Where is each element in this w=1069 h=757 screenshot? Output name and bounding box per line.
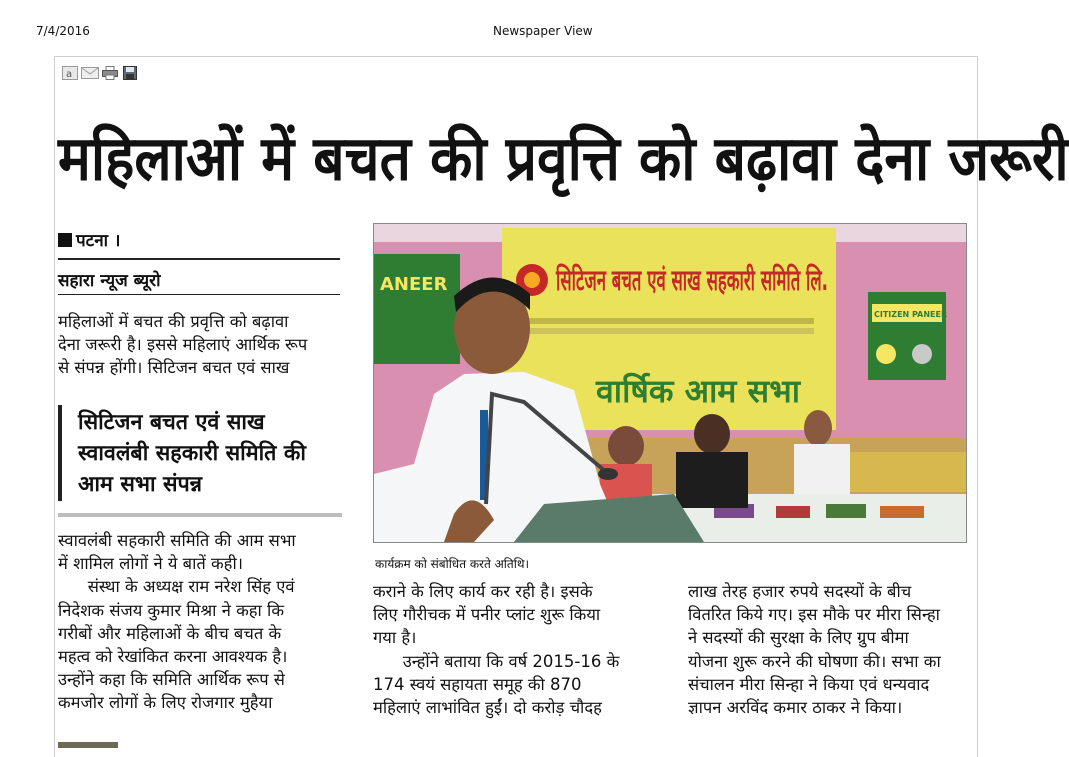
- text-line: ज्ञापन अरविंद कमार ठाकर ने किया।: [688, 698, 903, 718]
- email-icon[interactable]: [82, 66, 98, 80]
- dateline-text: पटना ।: [76, 231, 121, 251]
- text-line: में शामिल लोगों ने ये बातें कही।: [58, 554, 243, 574]
- text-line: उन्होंने कहा कि समिति आर्थिक रूप से: [58, 670, 285, 690]
- text-line: देना जरूरी है। इससे महिलाएं आर्थिक रूप: [58, 335, 308, 355]
- text-line: महिलाएं लाभांवित हुईं। दो करोड़ चौदह: [373, 698, 602, 718]
- banner-subtitle: वार्षिक आम सभा: [596, 372, 800, 410]
- photo-caption: कार्यक्रम को संबोधित करते अतिथि।: [375, 557, 530, 571]
- article-photo: [373, 223, 967, 543]
- text-line: कराने के लिए कार्य कर रही है। इसके: [373, 582, 593, 601]
- divider: [58, 513, 342, 517]
- pull-quote-line: आम सभा संपन्न: [78, 472, 203, 497]
- pull-quote: [58, 405, 342, 501]
- save-icon[interactable]: [122, 66, 138, 80]
- article-column-1: [58, 529, 342, 715]
- next-photo-edge: [58, 742, 118, 748]
- article-column-3: [688, 580, 972, 719]
- divider: [58, 294, 340, 295]
- page-title: Newspaper View: [493, 24, 593, 38]
- text-line: महिलाओं में बचत की प्रवृत्ति को बढ़ावा: [58, 312, 289, 331]
- article-toolbar: [62, 66, 138, 80]
- text-line: महत्व को रेखांकित करना आवश्यक है।: [58, 647, 288, 667]
- text-line: स्वावलंबी सहकारी समिति की आम सभा: [58, 531, 296, 550]
- divider: [58, 258, 340, 260]
- text-line: गया है।: [373, 628, 417, 648]
- pull-quote-line: स्वावलंबी सहकारी समिति की: [78, 441, 306, 466]
- text-line: संचालन मीरा सिन्हा ने किया एवं धन्यवाद: [688, 674, 930, 694]
- square-bullet-icon: [58, 233, 72, 247]
- text-line: लाख तेरह हजार रुपये सदस्यों के बीच: [688, 582, 912, 601]
- svg-text:a: a: [66, 69, 73, 80]
- text-line: लिए गौरीचक में पनीर प्लांट शुरू किया: [373, 605, 601, 625]
- text-line: ने सदस्यों की सुरक्षा के लिए ग्रुप बीमा: [688, 628, 909, 648]
- text-line: गरीबों और महिलाओं के बीच बचत के: [58, 623, 282, 643]
- print-icon[interactable]: [102, 66, 118, 80]
- text-line: उन्होंने बताया कि वर्ष 2015-16 के: [402, 651, 620, 671]
- banner-title: सिटिजन बचत एवं साख सहकारी समिति लि.: [555, 263, 828, 297]
- text-line: कमजोर लोगों के लिए रोजगार मुहैया: [58, 693, 273, 713]
- side-banner-left: ANEER: [380, 274, 448, 295]
- byline: सहारा न्यूज ब्यूरो: [58, 271, 161, 291]
- text-line: 174 स्वयं सहायता समूह की 870: [373, 674, 582, 694]
- text-line: से संपन्न होंगी। सिटिजन बचत एवं साख: [58, 358, 290, 378]
- article-column-2: [373, 580, 657, 719]
- text-line: निदेशक संजय कुमार मिश्रा ने कहा कि: [58, 600, 284, 620]
- text-line: योजना शुरू करने की घोषणा की। सभा का: [688, 651, 941, 671]
- text-line: संस्था के अध्यक्ष राम नरेश सिंह एवं: [87, 577, 295, 597]
- side-banner-right: CITIZEN PANEER: [874, 310, 948, 319]
- text-line: वितरित किये गए। इस मौके पर मीरा सिन्हा: [688, 605, 940, 625]
- headline: महिलाओं में बचत की प्रवृत्ति को बढ़ावा देना जरूरी: [58, 122, 1069, 194]
- intro-text: [58, 310, 340, 380]
- font-size-icon[interactable]: [62, 66, 78, 80]
- dateline: [58, 228, 120, 251]
- pull-quote-line: सिटिजन बचत एवं साख: [78, 410, 265, 435]
- print-date: 7/4/2016: [36, 24, 90, 38]
